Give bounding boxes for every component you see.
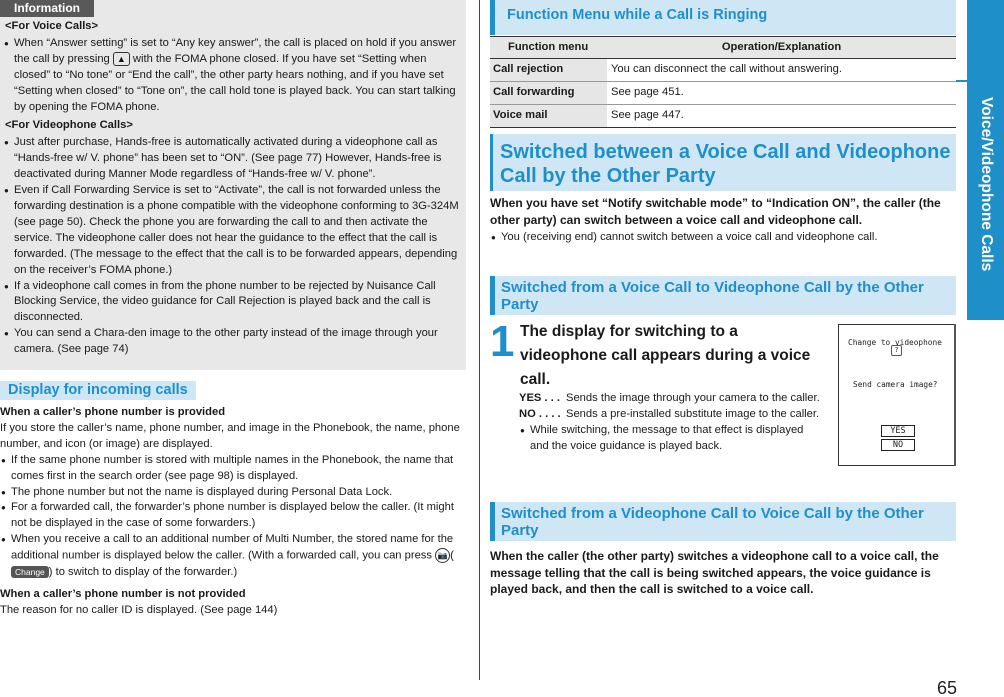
no-option: NO . . . . Sends a pre-installed substitute image to the caller.	[519, 407, 824, 423]
number-provided-heading: When a caller’s phone number is provided	[0, 406, 226, 418]
incoming-calls-section	[0, 405, 466, 619]
voice-to-videophone-header: Switched from a Voice Call to Videophone Call by the Other Party	[490, 276, 956, 315]
switch-intro-note: ● You (receiving end) cannot switch between a voice call and videophone call.	[490, 230, 956, 246]
information-box	[0, 0, 466, 370]
videophone-note-nuisance: ● If a videophone call comes in from the phone number to be rejected by Nuisance Call Blocking Service, the video guidance for Call Rejection is played back and the call is disconnected.	[3, 279, 461, 327]
videophone-to-voice-text: When the caller (the other party) switches a videophone call to a voice call, the message telling that the call is being switched appears, the voice guidance is played back, and then the call is switched to a voice call.	[490, 549, 939, 596]
videophone-note-forwarding: ● Even if Call Forwarding Service is set to “Activate”, the call is not forwarded unless the forwarding destination is a phone compatible with the videophone conforming to 3G-324M (see page 50). Check the phone you are forwarding the call to and then activate the service. The videophone caller does not hear the guidance to the effect that the call is forwarded. (The message to the effect that the call is to be forwarded appears, depending on the receiver’s FOMA phone.)	[3, 183, 461, 278]
screen-yes-button: YES	[881, 425, 915, 437]
up-key-icon: ▲	[113, 52, 130, 66]
information-label: Information	[0, 0, 94, 17]
screen-no-button: NO	[881, 439, 915, 451]
videophone-note-charaden: ● You can send a Chara-den image to the other party instead of the image through your camera. (See page 74)	[3, 326, 461, 358]
switch-call-intro	[490, 195, 956, 246]
screen-title: Change to videophone	[848, 338, 942, 347]
table-row	[490, 59, 956, 82]
menu-cell: Call rejection	[490, 59, 607, 82]
explanation-cell: See page 451.	[607, 82, 956, 105]
incoming-note-multi-number: ● When you receive a call to an additional number of Multi Number, the stored name for the additional number is displayed below the caller. (With a forwarded call, you can press 📷 (Change ) to switch to display of the forwarder.)	[0, 532, 466, 580]
videophone-to-voice-header: Switched from a Videophone Call to Voice Call by the Other Party	[490, 502, 956, 541]
explanation-cell: See page 447.	[607, 105, 956, 128]
question-icon: ?	[891, 345, 902, 356]
voice-calls-subheading: <For Voice Calls>	[5, 20, 99, 32]
incoming-note-multiple-names: ● If the same phone number is stored with multiple names in the Phonebook, the name that comes first in the search order (see page 98) is displayed.	[0, 453, 466, 485]
function-menu-column-header: Function menu	[490, 37, 607, 59]
incoming-note-data-lock: ● The phone number but not the name is displayed during Personal Data Lock.	[0, 485, 466, 501]
videophone-calls-subheading: <For Videophone Calls>	[5, 119, 133, 132]
voice-calls-note: ● When “Answer setting” is set to “Any key answer”, the call is placed on hold if you answer the call by pressing ▲ with the FOMA phone closed. If you have set “Setting when closed” to “No tone” or “End the call”, the other party hears nothing, and if you have set “Setting when closed” to “Tone on”, the call hold tone is played back. You can start talking by opening the FOMA phone.	[3, 36, 461, 116]
incoming-calls-header: Display for incoming calls	[0, 381, 196, 400]
function-menu-header: Function Menu while a Call is Ringing	[490, 0, 956, 35]
menu-cell: Voice mail	[490, 105, 607, 128]
function-menu-table	[490, 36, 956, 128]
screen-message: Send camera image?	[853, 380, 938, 389]
change-softkey-icon: Change	[11, 566, 49, 578]
screen-edge-decoration	[954, 324, 956, 466]
table-row	[490, 82, 956, 105]
column-divider	[479, 0, 480, 680]
explanation-column-header: Operation/Explanation	[607, 37, 956, 59]
step-instruction: The display for switching to a videophone call appears during a voice call.	[520, 323, 811, 388]
menu-cell: Call forwarding	[490, 82, 607, 105]
incoming-note-forwarded: ● For a forwarded call, the forwarder’s phone number is displayed below the caller. (It might not be displayed in the case of some forwarders.)	[0, 500, 466, 532]
phone-screen-illustration	[838, 324, 956, 466]
number-provided-text: If you store the caller’s name, phone number, and image in the Phonebook, the name, phone number, and icon (or image) are displayed.	[0, 421, 460, 450]
videophone-note-handsfree: ● Just after purchase, Hands-free is automatically activated during a videophone call as “Hands-free w/ V. phone” has been set to “ON”. (See page 77) However, Hands-free is deactivated during Manner Mode regardless of “Hands-free w/ V. phone”.	[3, 135, 461, 183]
no-option-key: NO . . . .	[519, 407, 561, 420]
step-details	[519, 391, 824, 455]
switching-note: ● While switching, the message to that effect is displayed and the voice guidance is played back.	[519, 423, 824, 455]
switch-call-header: Switched between a Voice Call and Videophone Call by the Other Party	[490, 134, 956, 191]
step-number: 1	[490, 317, 515, 366]
switch-intro-text: When you have set “Notify switchable mode” to “Indication ON”, the caller (the other party) can switch between a voice call and videophone call.	[490, 196, 941, 227]
chapter-side-tab-label: Voice/Videophone Calls	[978, 97, 995, 272]
yes-option-key: YES . . .	[519, 392, 561, 404]
number-not-provided-heading: When a caller’s phone number is not provided	[0, 588, 246, 601]
explanation-cell: You can disconnect the call without answering.	[607, 59, 956, 82]
yes-option: YES . . . Sends the image through your camera to the caller.	[519, 391, 824, 407]
page-number: 65	[937, 678, 958, 697]
number-not-provided-text: The reason for no caller ID is displayed. (See page 144)	[0, 604, 278, 617]
camera-key-icon: 📷	[435, 548, 450, 563]
table-row	[490, 105, 956, 128]
